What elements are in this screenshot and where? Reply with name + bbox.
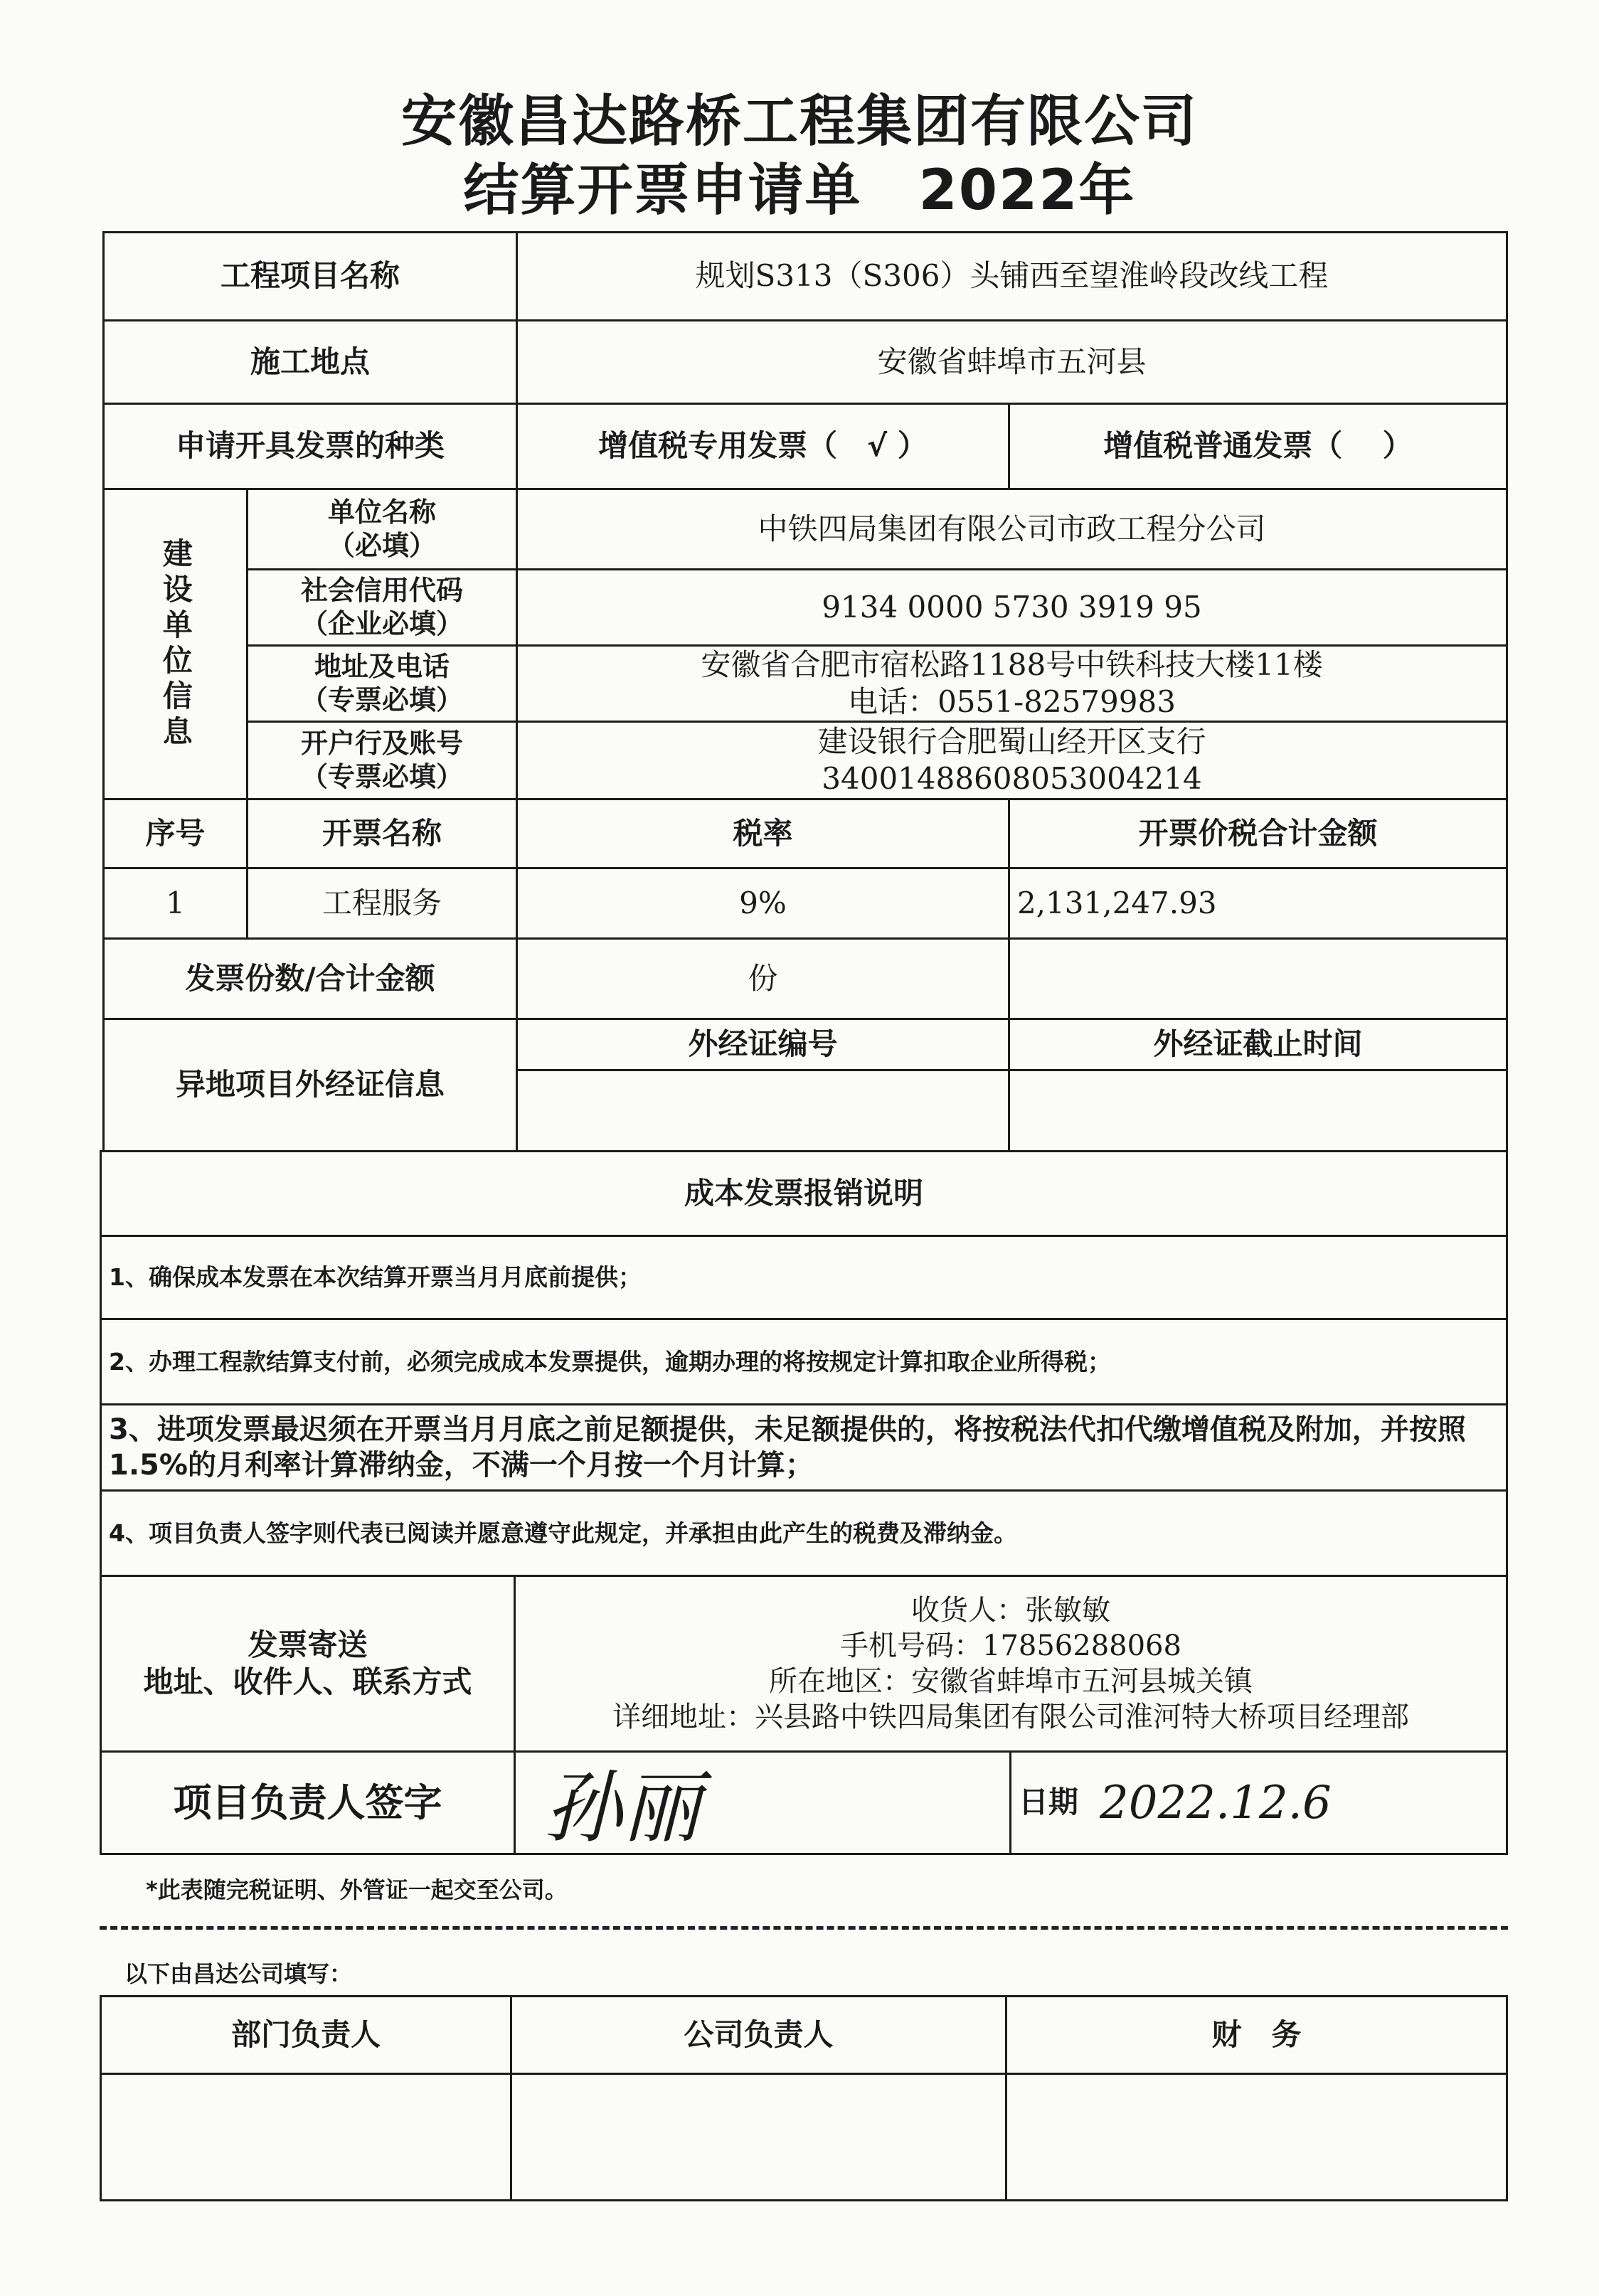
label: 单位名称 <box>327 496 436 528</box>
outside-no-field[interactable] <box>516 1069 1010 1152</box>
row-no: 1 <box>102 867 248 940</box>
project-name: 规划S313（S306）头铺西至望淮岭段改线工程 <box>516 231 1508 321</box>
site-label: 施工地点 <box>102 319 518 405</box>
outside-label: 异地项目外经证信息 <box>102 1018 518 1152</box>
finance-field[interactable] <box>1005 2073 1508 2201</box>
col-name: 开票名称 <box>246 798 518 869</box>
note: （企业必填） <box>300 608 463 639</box>
region: 所在地区：安徽省蚌埠市五河县城关镇 <box>769 1665 1253 1698</box>
builder-section-label: 建设单位信息 <box>102 488 248 800</box>
date-field[interactable] <box>1009 1750 1508 1855</box>
company-head-label: 公司负责人 <box>510 1995 1007 2075</box>
label: 社会信用代码 <box>300 574 463 606</box>
note: （专票必填） <box>300 761 463 792</box>
project-name-label: 工程项目名称 <box>102 231 518 321</box>
col-no: 序号 <box>102 798 248 869</box>
mailing-label <box>100 1575 516 1753</box>
label: 开户行及账号 <box>300 727 463 759</box>
bank-account <box>516 721 1508 800</box>
row-amount: 2,131,247.93 <box>1008 867 1508 940</box>
footnote: *此表随完税证明、外管证一起交至公司。 <box>146 1876 568 1903</box>
mobile: 手机号码：17856288068 <box>840 1630 1181 1662</box>
dept-head-label: 部门负责人 <box>100 1995 512 2075</box>
cost-note-3: 3、进项发票最迟须在开票当月月底之前足额提供，未足额提供的，将按税法代扣代缴增值税及附加，并按照1.5%的月利率计算滞纳金，不满一个月按一个月计算； <box>100 1403 1508 1492</box>
outside-expiry-label: 外经证截止时间 <box>1008 1018 1508 1071</box>
label: 地址及电话 <box>314 650 450 682</box>
account: 340014886080530042​14 <box>822 761 1202 796</box>
col-rate: 税率 <box>516 798 1010 869</box>
totals-label: 发票份数/合计金额 <box>102 937 518 1020</box>
invoice-type-label: 申请开具发票的种类 <box>102 403 518 490</box>
row-rate: 9% <box>516 867 1010 940</box>
builder-name: 中铁四局集团有限公司市政工程分公司 <box>516 488 1508 570</box>
bank-label <box>246 721 518 800</box>
form-title: 结算开票申请单 2022年 <box>463 159 1136 223</box>
finance-label: 财 务 <box>1005 1995 1508 2075</box>
cut-line <box>100 1926 1508 1930</box>
cost-note-4: 4、项目负责人签字则代表已阅读并愿意遵守此规定，并承担由此产生的税费及滞纳金。 <box>100 1489 1508 1577</box>
credit-code: 9134 0000 5730 3919 95 <box>516 568 1508 647</box>
vat-special-option[interactable]: 增值税专用发票（ √ ） <box>516 403 1010 490</box>
cost-title: 成本发票报销说明 <box>100 1150 1508 1237</box>
cost-note-2: 2、办理工程款结算支付前，必须完成成本发票提供，逾期办理的将按规定计算扣取企业所得税； <box>100 1318 1508 1405</box>
address: 详细地址：兴县路中铁四局集团有限公司淮河特大桥项目经理部 <box>612 1701 1409 1733</box>
cost-note-1: 1、确保成本发票在本次结算开票当月月底前提供； <box>100 1235 1508 1320</box>
sign-label: 项目负责人签字 <box>100 1750 516 1855</box>
label: 发票寄送 <box>248 1627 368 1662</box>
credit-code-label <box>246 568 518 647</box>
site: 安徽省蚌埠市五河县 <box>516 319 1508 405</box>
signature: 孙丽 <box>544 1763 701 1854</box>
address: 安徽省合肥市宿松路1188号中铁科技大楼11楼 <box>701 647 1323 682</box>
copies-field[interactable]: 份 <box>516 937 1010 1020</box>
col-amount: 开票价税合计金额 <box>1008 798 1508 869</box>
outside-expiry-field[interactable] <box>1008 1069 1508 1152</box>
vat-normal-option[interactable]: 增值税普通发票（ ） <box>1008 403 1508 490</box>
address-label <box>246 644 518 723</box>
builder-name-label <box>246 488 518 570</box>
address-phone <box>516 644 1508 723</box>
bank: 建设银行合肥蜀山经开区支行 <box>817 723 1206 759</box>
label: 地址、收件人、联系方式 <box>143 1664 472 1699</box>
date: 2022.12.6 <box>1100 1776 1332 1829</box>
row-name: 工程服务 <box>246 867 518 940</box>
date-label: 日期 <box>1019 1785 1079 1820</box>
note: （必填） <box>327 530 436 561</box>
mailing-info <box>514 1575 1508 1753</box>
dept-head-field[interactable] <box>100 2073 512 2201</box>
phone: 电话：0551-82579983 <box>848 684 1176 719</box>
note: （专票必填） <box>300 684 463 716</box>
total-amount-field[interactable] <box>1008 937 1508 1020</box>
signature-field[interactable] <box>514 1750 1011 1855</box>
company-head-field[interactable] <box>510 2073 1007 2201</box>
company-title: 安徽昌达路桥工程集团有限公司 <box>400 90 1198 154</box>
outside-no-label: 外经证编号 <box>516 1018 1010 1071</box>
receiver: 收货人：张敏敏 <box>911 1594 1110 1627</box>
company-fill-label: 以下由昌达公司填写： <box>124 1960 353 1987</box>
